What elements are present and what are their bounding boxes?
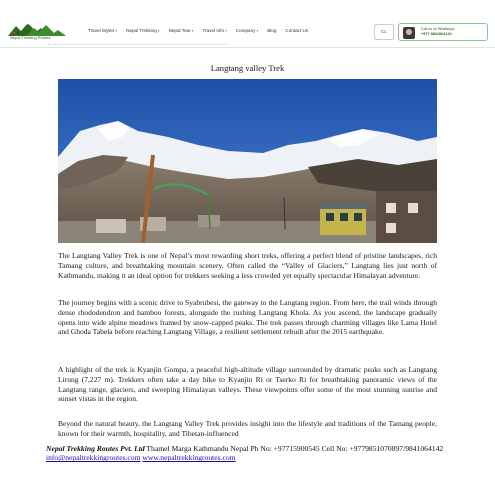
nav-company[interactable]: Company▾ — [235, 28, 259, 33]
page-footer — [46, 444, 456, 463]
whatsapp-contact[interactable] — [398, 23, 488, 41]
paragraph-culture: Beyond the natural beauty, the Langtang Valley Trek provides insight into the lifestyle and traditions of the Tamang people, known for their warmth, hospitality, and Tibetan-influenced — [58, 419, 437, 438]
nav-travel-styles[interactable]: Travel Styles▾ — [88, 28, 118, 33]
chevron-down-icon: ▾ — [191, 29, 194, 33]
chevron-down-icon: ▾ — [256, 29, 259, 33]
nav-contact-us[interactable]: Contact Us — [285, 28, 309, 33]
company-name: Nepal Trekking Routes Pvt. Ltd — [46, 444, 145, 453]
page-title: Langtang valley Trek — [210, 63, 285, 73]
contact-caption: Call us on WhatsApp — [421, 27, 455, 31]
paragraph-journey: The journey begins with a scenic drive to Syabrubesi, the gateway to the Langtang region. From here, the trail winds through dense rhododendron and bamboo forests, alongside the rushing Langtang Khola. As you ascend, the landscape gradually opens into wide alpine meadows framed by snow-capped peaks. The trek passes through charming villages like Lama Hotel and Ghoda Tabela before reaching Langtang Village, a resilient settlement rebuilt after the 2015 earthquake. — [58, 298, 437, 337]
email-link[interactable]: info@nepaltrekkingroutes.com — [46, 453, 141, 463]
language-selector[interactable]: CL — [374, 24, 394, 40]
nav-travel-info[interactable]: Travel Info▾ — [202, 28, 227, 33]
nav-blog[interactable]: Blog — [267, 28, 277, 33]
divider — [48, 44, 228, 48]
contact-phone: +977 9841064142 — [421, 32, 452, 36]
chevron-down-icon: ▾ — [157, 29, 160, 33]
mountain-logo-icon — [8, 22, 66, 36]
langtang-valley-photo — [58, 79, 437, 243]
main-nav — [88, 28, 317, 33]
nav-nepal-tour[interactable]: Nepal Tour▾ — [168, 28, 194, 33]
chevron-down-icon: ▾ — [225, 29, 227, 33]
footer-address: Thamel Marga Kathmandu Nepal Ph No: +97715900545 Cell No: +9779851070897/9841064142 — [144, 444, 444, 453]
paragraph-intro: The Langtang Valley Trek is one of Nepal’s most rewarding short treks, offering a perfect blend of pristine landscapes, rich Tamang culture, and breathtaking mountain scenery. Often called the “Valley of Glaciers,” Langtang lies just north of Kathmandu, making it an ideal option for trekkers seeking a less crowded yet equally spectacular Himalayan adventure. — [58, 251, 437, 280]
chevron-down-icon: ▾ — [115, 29, 118, 33]
logo-text: Nepal Trekking Routes — [10, 35, 51, 40]
paragraph-highlight: A highlight of the trek is Kyanjin Gompa, a peaceful high-altitude village surrounded by dramatic peaks such as Langtang Lirung (7,227 m). Trekkers often take a day hike to Kyanjin Ri or Tserko Ri for breathtaking panoramic views of the Langtang range, glaciers, and sweeping Himalayan valleys. These viewpoints offer some of the most stunning sunrise and sunset vistas in the region. — [58, 365, 437, 404]
avatar — [403, 27, 415, 39]
contact-text — [421, 27, 455, 37]
site-header — [0, 0, 495, 48]
nav-nepal-trekking[interactable]: Nepal Trekking▾ — [126, 28, 160, 33]
website-link[interactable]: www.nepaltrekkingroutes.com — [142, 453, 236, 463]
